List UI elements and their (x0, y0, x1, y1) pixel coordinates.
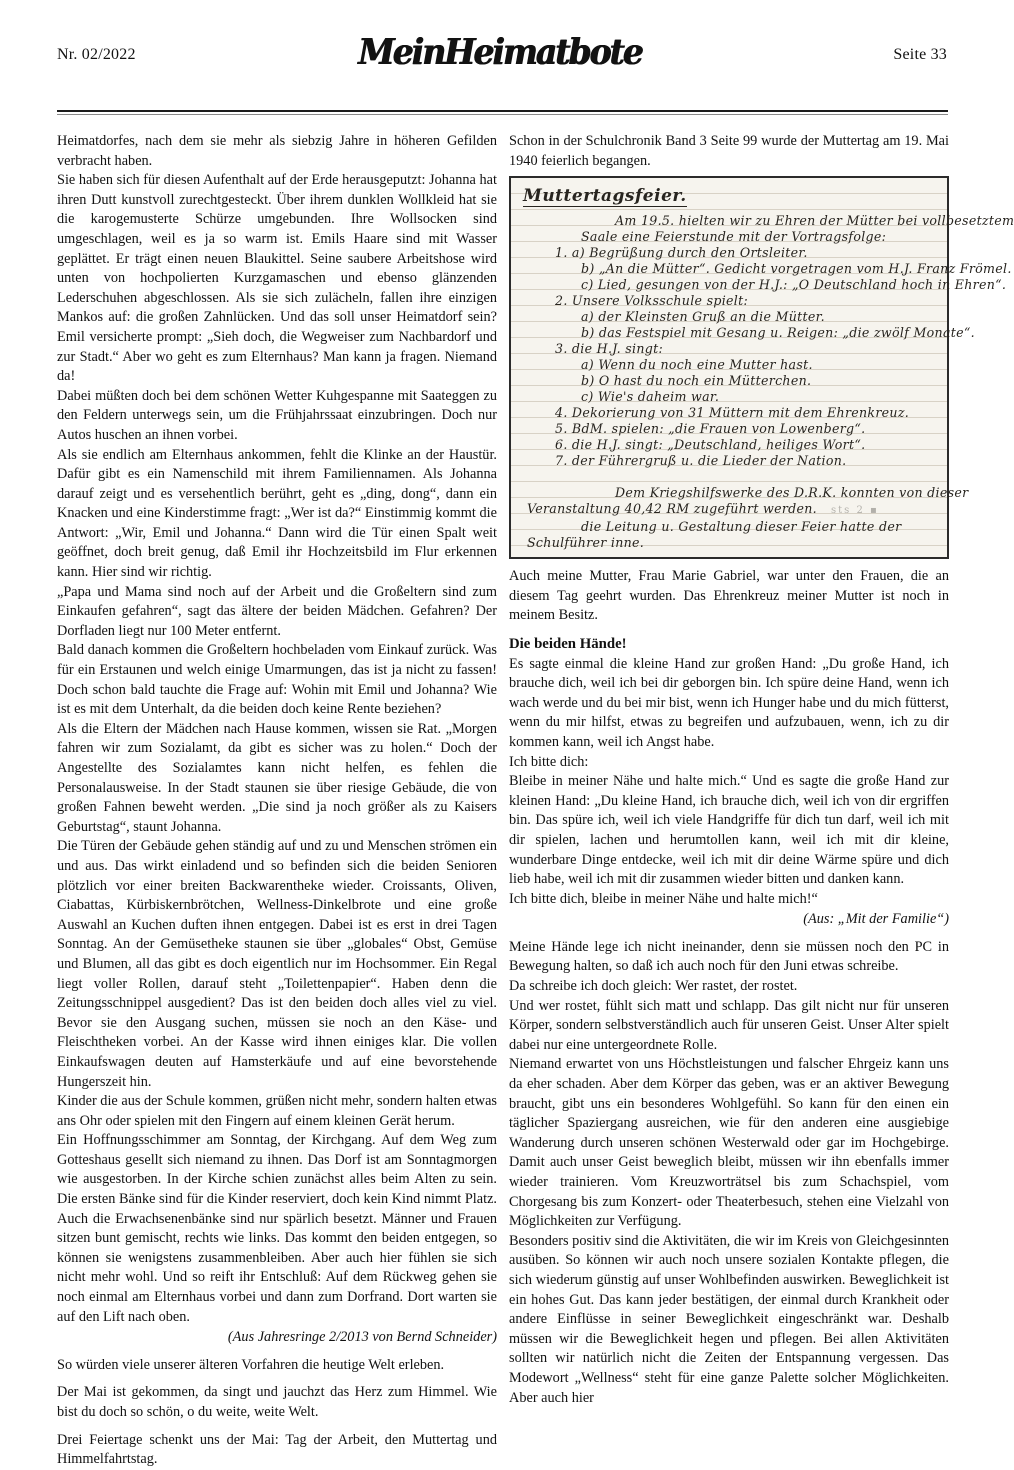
paragraph: Bald danach kommen die Großeltern hochbeladen vom Einkauf zurück. Was für ein Erstaunen und welch einige Umarmungen, das ist ja nicht zu fassen! Doch schon bald tauchte die Frage auf: Wohin mit Emil und Johanna? Wie ist es mit dem Unterhalt, da die beiden doch keine Rente beziehen? (57, 642, 497, 718)
paragraph: Ich bitte dich, bleibe in meiner Nähe und halte mich!“ (509, 890, 818, 907)
chronicle-line: 1. a) Begrüßung durch den Ortsleiter. (555, 245, 808, 261)
chronicle-line: Dem Kriegshilfswerke des D.R.K. konnten von dieser (615, 485, 969, 501)
chronicle-line: c) Wie's daheim war. (581, 389, 720, 405)
paragraph: Dabei müßten doch bei dem schönen Wetter Kuhgespanne mit Saateggen zu den Feldern unterwegs sein, um die Frühjahrssaat einzubringen. Doch nur Autos huschen an ihnen vorbei. (57, 387, 497, 443)
paragraph: Niemand erwartet von uns Höchstleistungen und falscher Ehrgeiz kann uns da eher schaden. Aber dem Körper das geben, was er an aktiver Bewegung braucht, gibt uns ein besonderes Wohlgefühl. So kann für den einen ein täglicher Spaziergang ausreichen, wie für den anderen eine ausgiebige Wanderung durch unseren schönen Westerwald oder gar im Hochgebirge. Damit auch unser Geist beweglich bleibt, müssen wir ihn ebenfalls immer wieder trainieren. Vom Kreuzworträtsel bis zum Schachspiel, vom Chorgesang bis zum Konzert- oder Theaterbesuch, stehen eine Vielzahl von Möglichkeiten zur Verfügung. (509, 1056, 949, 1230)
paragraph: Da schreibe ich doch gleich: Wer rastet, der rostet. (509, 978, 798, 995)
chronicle-line: a) der Kleinsten Gruß an die Mütter. (581, 309, 825, 325)
paragraph: Ein Hoffnungsschimmer am Sonntag, der Kirchgang. Auf dem Weg zum Gotteshaus gesellt sich niemand zu ihnen. Das Dorf ist am Sonntagmorgen wie ausgestorben. In der Kirche schien zunächst alles beim Alten zu sein. Die ersten Bänke sind für die Kinder reserviert, doch kein Kind nimmt Platz. Auch die Erwachsenenbänke sind nur spärlich besetzt. Männer und Frauen sitzen bunt gemischt, rechts wie links. Das kommt den beiden entgegen, so können sie wenigstens zusammenbleiben. Aber auch hier fühlen sie sich nicht mehr wohl. Und so reift ihr Entschluß: Auf dem Rückweg gehen sie noch einmal am Elternhaus vorbei und dann zum Dorfrand. Dort warten sie auf den Lift nach oben. (57, 1132, 497, 1325)
paragraph: Und wer rostet, fühlt sich matt und schlapp. Das gilt nicht nur für unseren Körper, sondern selbstverständlich auch für unseren Geist. Unser Alter spielt dabei nur eine untergeordnete Rolle. (509, 997, 949, 1053)
chronicle-blank-line (523, 469, 937, 485)
left-column (57, 132, 497, 1470)
right-column (509, 132, 1014, 1408)
paragraph: So würden viele unserer älteren Vorfahren die heutige Welt erleben. (57, 1356, 445, 1373)
chronicle-line: Schulführer inne. (527, 535, 645, 551)
chronicle-line: c) Lied, gesungen von der H.J.: „O Deutschland hoch in Ehren“. (581, 277, 1007, 293)
paragraph: Besonders positiv sind die Aktivitäten, die wir im Kreis von Gleichgesinnten ausüben. So können wir auch noch unsere sozialen Kontakte pflegen, die sich wiederum günstig auf unser Wohlbefinden auswirken. Beweglichkeit ist ein hohes Gut. Das kann jeder bestätigen, der einmal durch Krankheit oder andere Einflüsse in seiner Beweglichkeit eingeschränkt war. Deshalb müssen wir die Beweglichkeit hegen und pflegen. Bei allen Aktivitäten sollten wir natürlich nicht die Zeiten der Entspannung vergessen. Das Modewort „Wellness“ steht für eine ganze Palette solcher Möglichkeiten. Aber auch hier (509, 1232, 949, 1406)
chronicle-line: 7. der Führergruß u. die Lieder der Nation. (555, 453, 847, 469)
stamp-mark: sts 2 ▪ (830, 505, 879, 517)
paragraph: Bleibe in meiner Nähe und halte mich.“ Und es sagte die große Hand zur kleinen Hand: „Du kleine Hand, ich brauche dich, weil ich von dir ergriffen bin. Das spüre ich, weil ich viele Handgriffe für dich tun darf, weil ich mit dir spielen, lachen und herumtollen kann, weil ich mit dir kleine, wunderbare Dinge entdecke, weil ich mit dir deine Wärme spüre und dich lieb habe, weil ich mit dir zusammen wieder bitten und danken kann. (509, 773, 949, 888)
paragraph: Die Türen der Gebäude gehen ständig auf und zu und Menschen strömen ein und aus. Das wirkt einladend und so befinden sich die beiden Senioren plötzlich vor einer breiten Backwarentheke wieder. Croissants, Oliven, Ciabattas, Kürbiskernbrötchen, Wellness-Dinkelbrote und eine große Auswahl an Kuchen duften ihnen entgegen. Dabei ist es erst in drei Tagen Sonntag. An der Gemüsetheke staunen sie über „globales“ Obst, Gemüse und Blumen, all das gibt es doch eigentlich nur im Hochsommer. Ein Regal liegt voller Rollen, darauf steht „Toilettenpapier“. Haben denn die Zeitungsschnippel ausgedient? Das ist den beiden doch alles viel zu viel. Bevor sie den Ausgang suchen, müssen sie noch an den Käse- und Fleischtheken vorbei. An der Kasse wird ihnen einiges klar. Die vollen Einkaufswagen deuten auf Hamsterkäufe und auf eine bevorstehende Hungerszeit hin. (57, 838, 497, 1090)
paragraph: Ich bitte dich: (509, 753, 589, 770)
chronicle-line: b) O hast du noch ein Mütterchen. (581, 373, 812, 389)
paragraph: Heimatdorfes, nach dem sie mehr als siebzig Jahre in höheren Gefilden verbracht haben. (57, 133, 497, 169)
source-attribution: (Aus Jahresringe 2/2013 von Bernd Schneider) (227, 1329, 497, 1346)
chronicle-title: Muttertagsfeier. (523, 186, 687, 207)
paragraph: Als sie endlich am Elternhaus ankommen, fehlt die Klinke an der Haustür. Dafür gibt es ein Namenschild mit ihrem Familiennamen. Als Johanna darauf zeigt und es versehentlich berührt, geht es „ding, dong“, dann ein Knacken und eine Kinderstimme fragt: „Wer ist da?“ Einstimmig kommt die Antwort: „Wir, Emil und Johanna.“ Dann wird die Tür einen Spalt weit geöffnet, doch breit genug, daß Emil ihr Hochzeitsbild im Flur erkennen kann. Hier sind wir richtig. (57, 446, 497, 581)
chronicle-line: 2. Unsere Volksschule spielt: (555, 293, 749, 309)
paragraph: Der Mai ist gekommen, da singt und jauchzt das Herz zum Himmel. Wie bist du doch so schön, o du weite, weite Welt. (57, 1384, 497, 1420)
chronicle-line: 3. die H.J. singt: (555, 341, 663, 357)
chronicle-line: 5. BdM. spielen: „die Frauen von Lowenberg“. (555, 421, 866, 437)
paragraph: Kinder die aus der Schule kommen, grüßen nicht mehr, sondern halten etwas ans Ohr oder spielen mit den Fingern auf einem kleinen Gerät herum. (57, 1093, 497, 1129)
masthead-title: MeinHeimatbote (358, 30, 642, 73)
page-number: Seite 33 (893, 46, 947, 63)
chronicle-line: 6. die H.J. singt: „Deutschland, heiliges Wort“. (555, 437, 866, 453)
paragraph: Es sagte einmal die kleine Hand zur großen Hand: „Du große Hand, ich brauche dich, weil ich bei dir geborgen bin. Ich spüre deine Hand, wenn ich wach werde und du bei mir bist, wenn ich Hunger habe und du mich fütterst, wenn du mir hilfst, etwas zu begreifen und aufzubauen, wenn, ich zu dir kommen kann, weil ich Angst habe. (509, 655, 949, 750)
chronicle-line-text: Veranstaltung 40,42 RM zugeführt werden. (527, 501, 817, 517)
chronicle-line: a) Wenn du noch eine Mutter hast. (581, 357, 813, 373)
chronicle-line: Am 19.5. hielten wir zu Ehren der Mütter bei vollbesetztem (615, 213, 1014, 229)
paragraph: Auch meine Mutter, Frau Marie Gabriel, war unter den Frauen, die an diesem Tag geehrt wurden. Das Ehrenkreuz meiner Mutter ist noch in meinem Besitz. (509, 568, 949, 624)
source-attribution: (Aus: „Mit der Familie“) (803, 911, 949, 928)
chronicle-line: Saale eine Feierstunde mit der Vortragsfolge: (581, 229, 887, 245)
chronicle-line: b) „An die Mütter“. Gedicht vorgetragen vom H.J. Franz Frömel. (581, 261, 1012, 277)
paragraph: Schon in der Schulchronik Band 3 Seite 99 wurde der Muttertag am 19. Mai 1940 feierlich begangen. (509, 133, 949, 169)
section-heading: Die beiden Hände! (509, 635, 627, 652)
chronicle-line (523, 501, 937, 519)
chronicle-scan (509, 176, 1014, 559)
paragraph: Meine Hände lege ich nicht ineinander, denn sie müssen noch den PC in Bewegung halten, so daß ich auch noch für den Juni etwas schreibe. (509, 938, 949, 975)
chronicle-line: 4. Dekorierung von 31 Müttern mit dem Ehrenkreuz. (555, 405, 910, 421)
paragraph: Drei Feiertage schenkt uns der Mai: Tag der Arbeit, den Muttertag und Himmelfahrtstag. (57, 1431, 497, 1468)
chronicle-line: b) das Festspiel mit Gesang u. Reigen: „die zwölf Monate“. (581, 325, 975, 341)
paragraph: Als die Eltern der Mädchen nach Hause kommen, wissen sie Rat. „Morgen fahren wir zum Sozialamt, da gibt es sicher was zu holen.“ Doch der Angestellte des Sozialamtes kann nicht helfen, es fehlen die Personalausweise. In der Stadt staunen sie über riesige Gebäude, die von großen Fahnen beweht werden. „Die sind ja noch größer als zu Kaisers Geburtstag“, staunt Johanna. (57, 720, 497, 835)
paragraph: „Papa und Mama sind noch auf der Arbeit und die Großeltern sind zum Einkaufen gefahren“, sagt das ältere der beiden Mädchen. Gefahren? Der Dorfladen liegt nur 100 Meter entfernt. (57, 583, 497, 639)
issue-number: Nr. 02/2022 (57, 46, 136, 63)
page-header (0, 0, 1000, 76)
paragraph: Sie haben sich für diesen Aufenthalt auf der Erde herausgeputzt: Johanna hat ihren Dutt kunstvoll zurechtgesteckt. Über ihrem dunklen Wollkleid hat sie die karogemusterte Schürze umgebunden. Ihre Wollsocken sind umgeschlagen, weil es ja so warm ist. Emils Haare sind mit Wasser geplättet. Er trägt einen neuen Blaukittel. Seine saubere Arbeitshose wird unten von hochpolierten Kurzgamaschen und ebenso glänzenden Lederschuhen abgeschlossen. Als sie sich zulächeln, fallen ihre einzigen Mankos auf: die großen Zahnlücken. Und das soll unser Heimatdorf sein? Emil versicherte prompt: „Sieh doch, die Wegweiser zum Nachbardorf und zur Stadt.“ Aber wo geht es zum Elternhaus? Man kann ja fragen. Niemand da! (57, 172, 497, 385)
chronicle-line: die Leitung u. Gestaltung dieser Feier hatte der (581, 519, 902, 535)
article-columns (0, 115, 1014, 1470)
